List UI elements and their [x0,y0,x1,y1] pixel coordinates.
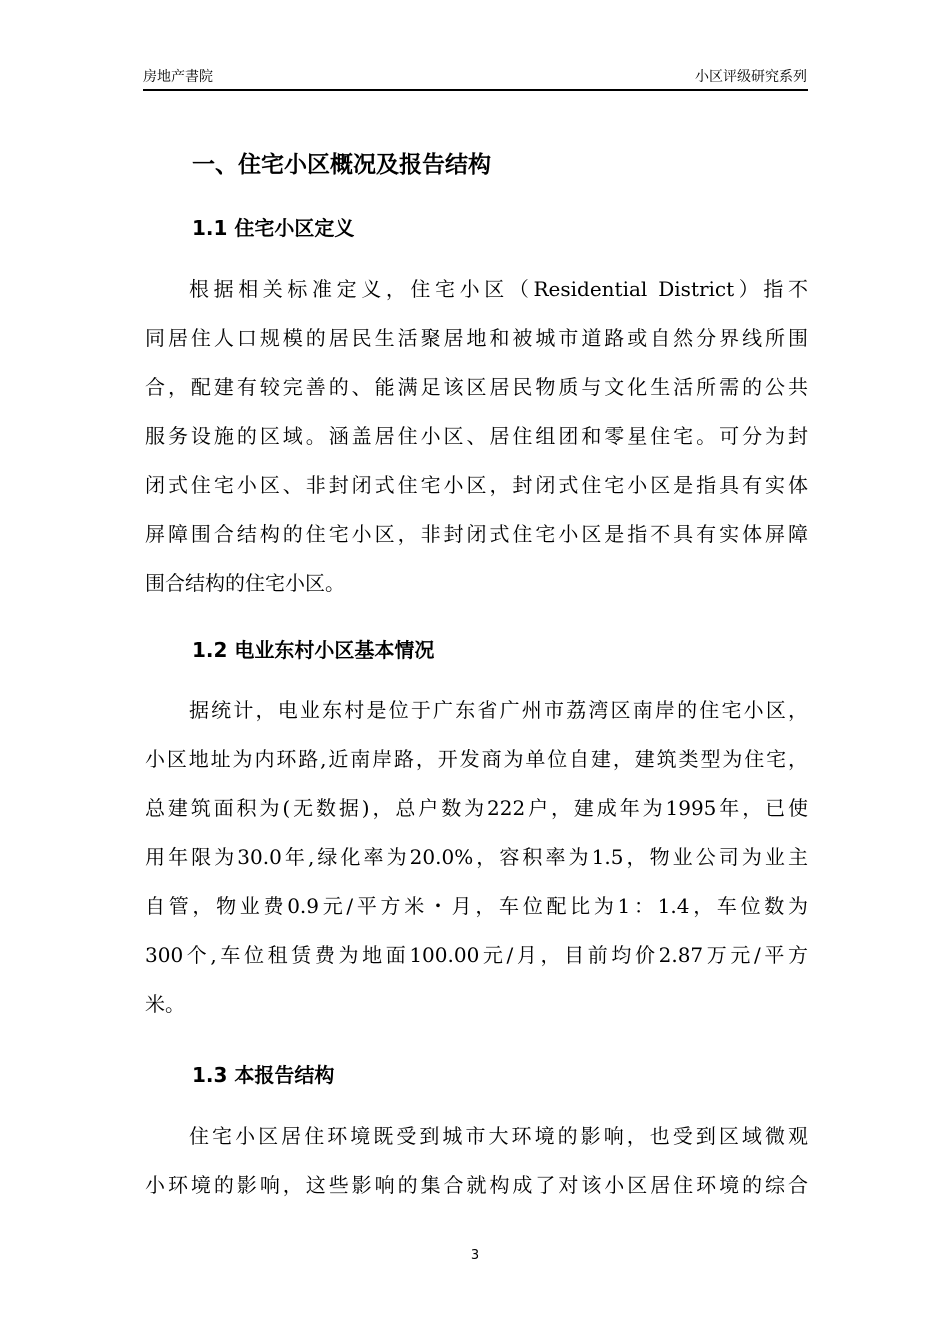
text-line: 小环境的影响，这些影响的集合就构成了对该小区居住环境的综合 [145,1173,808,1197]
text-line: 米。 [145,992,185,1016]
paragraph-structure [145,1112,808,1210]
header-rule [143,89,808,91]
text-line: 据统计，电业东村是位于广东省广州市荔湾区南岸的住宅小区， [189,698,808,722]
section-heading-1-3: 1.3 本报告结构 [192,1063,335,1087]
text-line: 同居住人口规模的居民生活聚居地和被城市道路或自然分界线所围 [145,326,808,350]
section-heading-1-2: 1.2 电业东村小区基本情况 [192,638,435,662]
text-line: 总建筑面积为(无数据)，总户数为222户，建成年为1995年，已使 [145,796,808,820]
header-right: 小区评级研究系列 [695,69,807,85]
paragraph-definition [145,265,808,608]
text-line: 自管，物业费0.9元/平方米・月，车位配比为1：1.4，车位数为 [145,894,808,918]
text-line: 住宅小区居住环境既受到城市大环境的影响，也受到区域微观 [189,1124,808,1148]
text-line: 服务设施的区域。涵盖居住小区、居住组团和零星住宅。可分为封 [145,424,808,448]
page-number: 3 [470,1248,480,1263]
paragraph-overview [145,686,808,1029]
text-line: 围合结构的住宅小区。 [145,571,345,595]
text-line: 闭式住宅小区、非封闭式住宅小区，封闭式住宅小区是指具有实体 [145,473,808,497]
section-heading-1-1: 1.1 住宅小区定义 [192,216,355,240]
text-line: 根据相关标准定义，住宅小区（Residential District）指不 [189,277,808,301]
chapter-title: 一、住宅小区概况及报告结构 [192,152,491,178]
header-left: 房地产書院 [143,69,213,85]
text-line: 屏障围合结构的住宅小区，非封闭式住宅小区是指不具有实体屏障 [145,522,808,546]
text-line: 小区地址为内环路,近南岸路，开发商为单位自建，建筑类型为住宅， [145,747,808,771]
text-line: 合，配建有较完善的、能满足该区居民物质与文化生活所需的公共 [145,375,808,399]
text-line: 300个,车位租赁费为地面100.00元/月，目前均价2.87万元/平方 [145,943,808,967]
text-line: 用年限为30.0年,绿化率为20.0%，容积率为1.5，物业公司为业主 [145,845,808,869]
